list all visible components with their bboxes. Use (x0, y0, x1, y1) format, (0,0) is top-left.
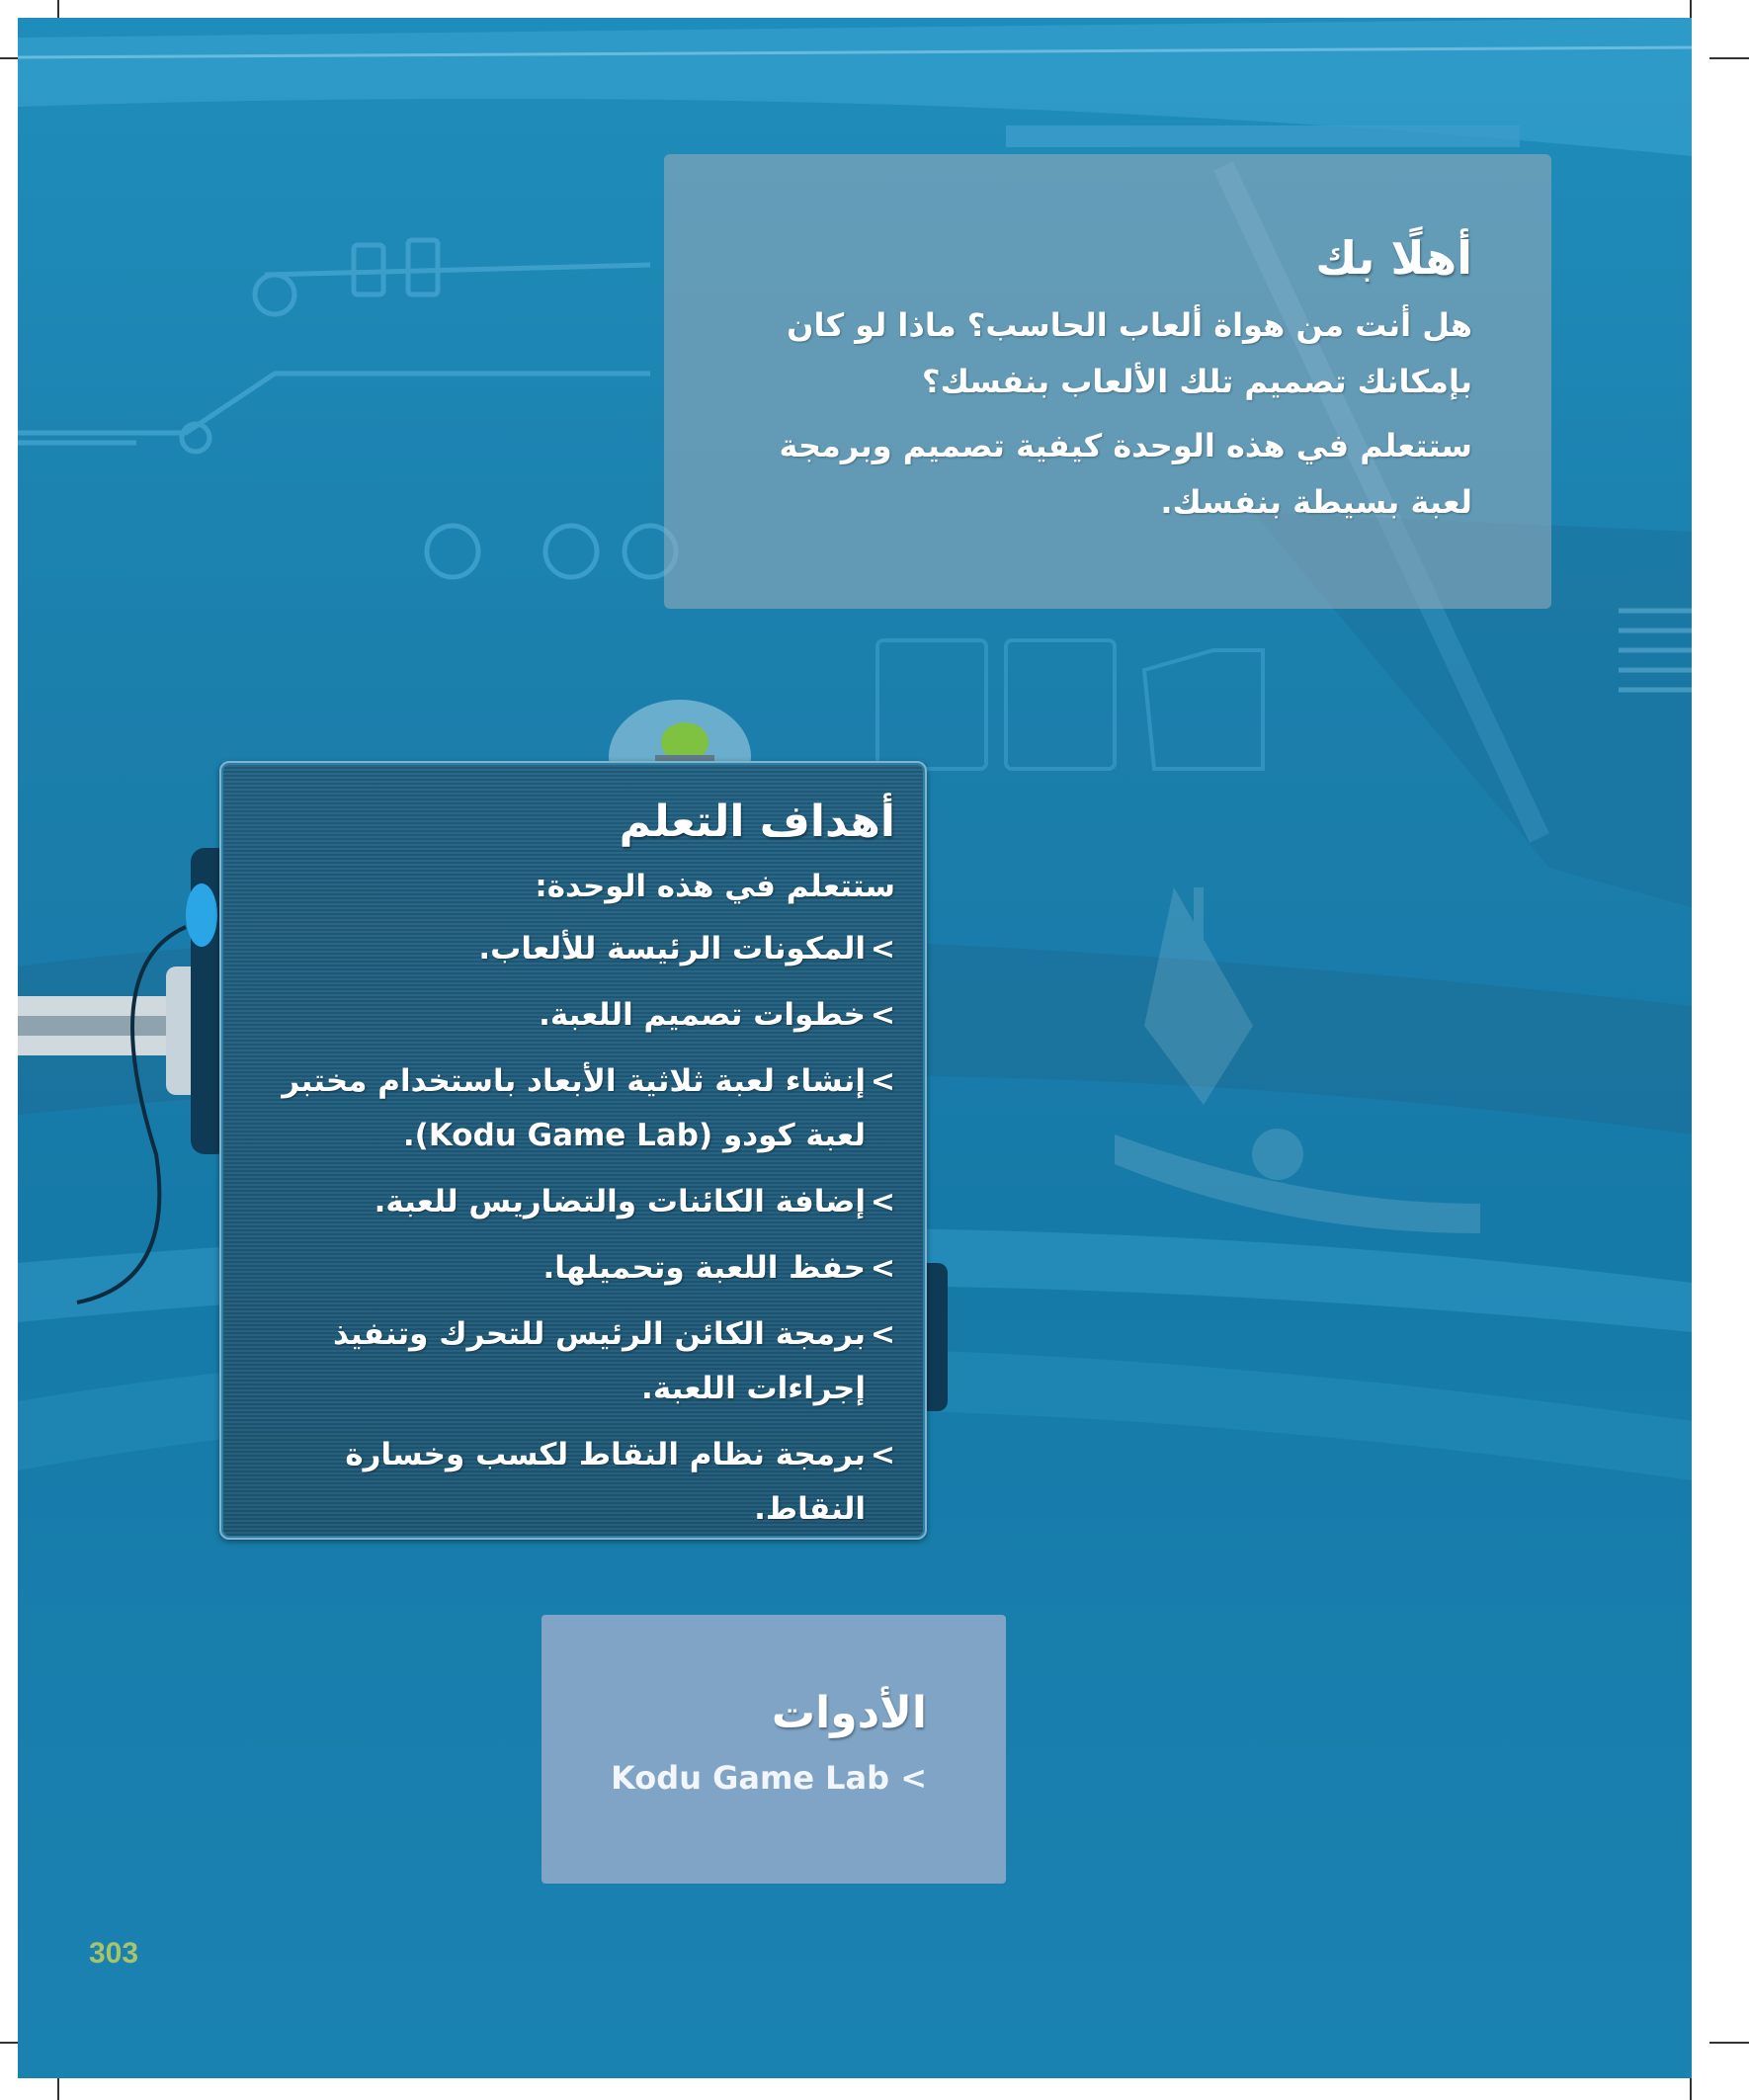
objective-text: برمجة نظام النقاط لكسب وخسارة النقاط. (345, 1436, 866, 1527)
objectives-intro: ستتعلم في هذه الوحدة: (535, 868, 895, 904)
tool-item: Kodu Game Lab < (611, 1758, 927, 1797)
objective-text: برمجة الكائن الرئيس للتحرك وتنفيذ إجراءات اللعبة. (333, 1315, 866, 1406)
chevron-right-icon: > (870, 931, 895, 966)
objectives-title: أهداف التعلم (619, 797, 895, 847)
chevron-right-icon: > (870, 997, 895, 1033)
objective-text: المكونات الرئيسة للألعاب. (478, 930, 866, 966)
welcome-title: أهلًا بك (1315, 231, 1472, 285)
objective-text: خطوات تصميم اللعبة. (539, 996, 866, 1033)
objective-text: حفظ اللعبة وتحميلها. (542, 1249, 866, 1286)
chevron-right-icon: > (870, 1250, 895, 1286)
list-item (249, 1175, 895, 1229)
crop-mark (1709, 57, 1749, 59)
welcome-paragraph: هل أنت من هواة ألعاب الحاسب؟ ماذا لو كان بإمكانك تصميم تلك الألعاب بنفسك؟ (787, 305, 1472, 400)
tools-panel (541, 1615, 1006, 1884)
page (18, 18, 1692, 2078)
list-item (249, 1428, 895, 1537)
objectives-list (249, 922, 895, 1537)
list-item (249, 988, 895, 1043)
chevron-right-icon: > (870, 1437, 895, 1472)
chevron-right-icon: > (870, 1063, 895, 1099)
crop-mark (1709, 2042, 1749, 2044)
chevron-right-icon: > (870, 1316, 895, 1352)
welcome-panel (664, 154, 1551, 609)
chevron-right-icon: > (870, 1184, 895, 1219)
objective-text: إنشاء لعبة ثلاثية الأبعاد باستخدام مختبر لعبة كودو (Kodu Game Lab). (282, 1062, 866, 1153)
welcome-paragraph: ستتعلم في هذه الوحدة كيفية تصميم وبرمجة لعبة بسيطة بنفسك. (779, 426, 1472, 521)
list-item (249, 1241, 895, 1296)
learning-objectives-panel (219, 761, 927, 1540)
objective-text: إضافة الكائنات والتضاريس للعبة. (374, 1183, 866, 1219)
list-item (249, 1307, 895, 1416)
list-item (249, 922, 895, 976)
tools-title: الأدوات (771, 1688, 927, 1738)
list-item (249, 1054, 895, 1163)
page-number: 303 (89, 1937, 139, 1970)
